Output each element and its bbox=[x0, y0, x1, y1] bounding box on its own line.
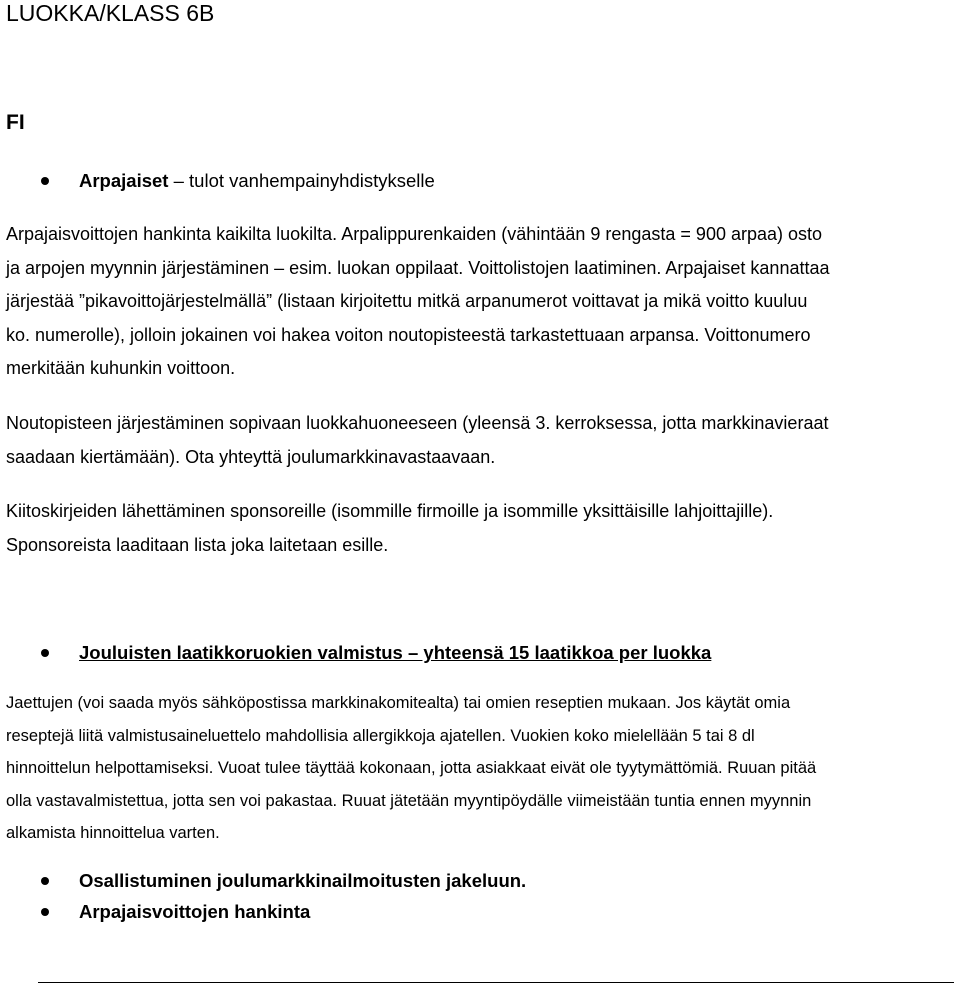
paragraph-line: merkitään kuhunkin voittoon. bbox=[6, 358, 236, 378]
paragraph-line: reseptejä liitä valmistusaineluettelo mahdollisia allergikkoja ajatellen. Vuokien koko mielellään 5 tai 8 dl bbox=[6, 726, 755, 745]
paragraph-line: Sponsoreista laaditaan lista joka laitetaan esille. bbox=[6, 534, 389, 555]
bullet-dot-icon bbox=[41, 877, 49, 885]
bullet-dot-icon bbox=[41, 177, 49, 185]
bullet-dot-icon bbox=[41, 908, 49, 916]
bullet-item-prize-procurement: Arpajaisvoittojen hankinta bbox=[79, 901, 311, 922]
paragraph-thank-you-letters bbox=[6, 495, 954, 562]
paragraph-lottery-details bbox=[6, 218, 954, 386]
paragraph-line: ja arpojen myynnin järjestäminen – esim. luokan oppilaat. Voittolistojen laatiminen. Arpajaiset kannattaa bbox=[6, 257, 830, 278]
document-title: LUOKKA/KLASS 6B bbox=[6, 0, 215, 26]
bullet-item-lottery bbox=[79, 169, 435, 193]
paragraph-line: hinnoittelun helpottamiseksi. Vuoat tulee täyttää kokonaan, jotta asiakkaat eivät ole tyytymättömiä. Ruuan pitää bbox=[6, 759, 817, 777]
bullet-text: – tulot vanhempainyhdistykselle bbox=[168, 170, 435, 191]
bullet-heading: Arpajaiset bbox=[79, 170, 169, 191]
language-label: FI bbox=[6, 111, 25, 134]
paragraph-line: saadaan kiertämään). Ota yhteyttä joulumarkkinavastaavaan. bbox=[6, 446, 496, 467]
paragraph-line: alkamista hinnoittelua varten. bbox=[6, 824, 220, 842]
bullet-dot-icon bbox=[41, 649, 49, 657]
paragraph-line: olla vastavalmistettua, jotta sen voi pakastaa. Ruuat jätetään myyntipöydälle viimeistään tuntia ennen myynnin bbox=[6, 791, 812, 810]
footer-divider bbox=[38, 982, 954, 983]
bullet-item-flyer-distribution: Osallistuminen joulumarkkinailmoitusten jakeluun. bbox=[79, 870, 527, 891]
paragraph-line: Kiitoskirjeiden lähettäminen sponsoreille (isommille firmoille ja isommille yksittäisille lahjoittajille). bbox=[6, 501, 774, 521]
paragraph-line: Noutopisteen järjestäminen sopivaan luokkahuoneeseen (yleensä 3. kerroksessa, jotta markkinavieraat bbox=[6, 413, 829, 433]
paragraph-pickup-point bbox=[6, 407, 954, 474]
paragraph-line: järjestää ”pikavoittojärjestelmällä” (listaan kirjoitettu mitkä arpanumerot voittavat ja mikä voitto kuuluu bbox=[6, 291, 808, 311]
bullet-item-casseroles: Jouluisten laatikkoruokien valmistus – yhteensä 15 laatikkoa per luokka bbox=[79, 642, 712, 663]
paragraph-line: Arpajaisvoittojen hankinta kaikilta luokilta. Arpalippurenkaiden (vähintään 9 rengasta = 900 arpaa) osto bbox=[6, 224, 823, 244]
paragraph-line: Jaettujen (voi saada myös sähköpostissa markkinakomitealta) tai omien reseptien mukaan. Jos käytät omia bbox=[6, 694, 791, 712]
paragraph-line: ko. numerolle), jolloin jokainen voi hakea voiton noutopisteestä tarkastettuaan arpansa. Voittonumero bbox=[6, 324, 811, 345]
paragraph-casserole-details bbox=[6, 687, 954, 850]
